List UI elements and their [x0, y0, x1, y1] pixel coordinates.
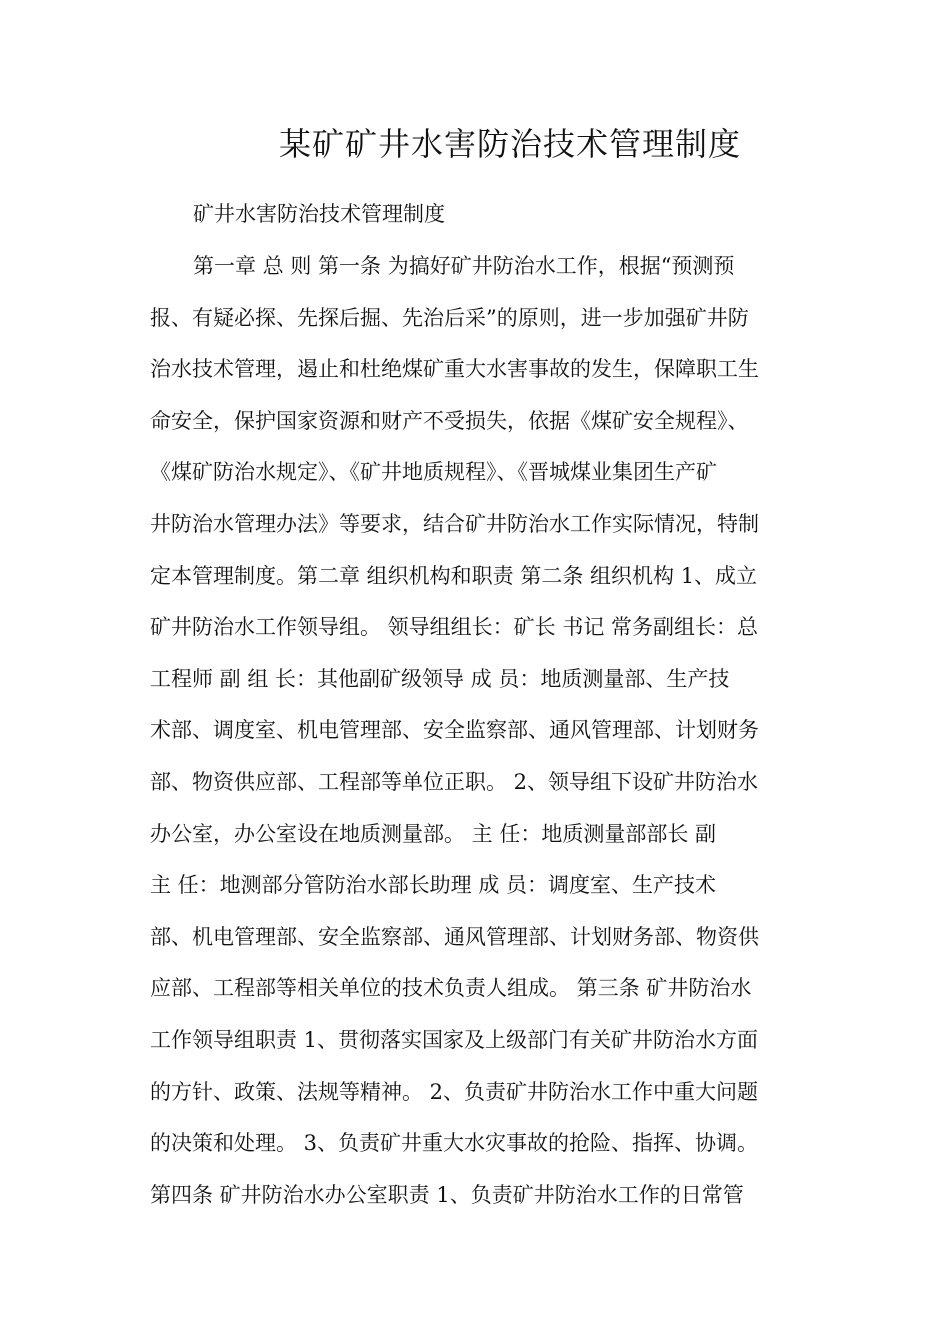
body-line: 《煤矿防治水规定》、《矿井地质规程》、《晋城煤业集团生产矿	[150, 460, 717, 485]
document-subtitle: 矿井水害防治技术管理制度	[193, 202, 445, 226]
body-line: 报、有疑必探、先探后掘、先治后采”的原则，进一步加强矿井防	[150, 305, 749, 330]
document-body	[150, 248, 810, 1228]
body-line: 工程师 副 组 长：其他副矿级领导 成 员：地质测量部、生产技	[150, 666, 730, 691]
body-line: 矿井防治水工作领导组。 领导组组长：矿长 书记 常务副组长：总	[150, 615, 759, 640]
body-line: 第一章 总 则 第一条 为搞好矿井防治水工作，根据“预测预	[193, 254, 735, 278]
body-line: 治水技术管理，遏止和杜绝煤矿重大水害事故的发生，保障职工生	[150, 357, 759, 382]
body-line: 部、物资供应部、工程部等单位正职。 2、领导组下设矿井防治水	[150, 769, 759, 794]
body-line: 的方针、政策、法规等精神。 2、负责矿井防治水工作中重大问题	[150, 1079, 759, 1104]
body-line: 定本管理制度。第二章 组织机构和职责 第二条 组织机构 1、成立	[150, 563, 758, 588]
body-line: 的决策和处理。 3、负责矿井重大水灾事故的抢险、指挥、协调。	[150, 1131, 759, 1156]
body-line: 应部、工程部等相关单位的技术负责人组成。 第三条 矿井防治水	[150, 976, 752, 1001]
body-line: 命安全，保护国家资源和财产不受损失，依据《煤矿安全规程》、	[150, 408, 749, 433]
body-line: 主 任：地测部分管防治水部长助理 成 员：调度室、生产技术	[150, 873, 717, 898]
body-line: 工作领导组职责 1、贯彻落实国家及上级部门有关矿井防治水方面	[150, 1027, 759, 1052]
body-line: 办公室，办公室设在地质测量部。 主 任：地质测量部部长 副	[150, 821, 717, 846]
body-line: 部、机电管理部、安全监察部、通风管理部、计划财务部、物资供	[150, 924, 759, 949]
body-line: 术部、调度室、机电管理部、安全监察部、通风管理部、计划财务	[150, 718, 759, 743]
document-title: 某矿矿井水害防治技术管理制度	[278, 125, 741, 163]
body-line: 井防治水管理办法》等要求，结合矿井防治水工作实际情况，特制	[150, 511, 759, 536]
body-line: 第四条 矿井防治水办公室职责 1、负责矿井防治水工作的日常管	[150, 1182, 744, 1207]
